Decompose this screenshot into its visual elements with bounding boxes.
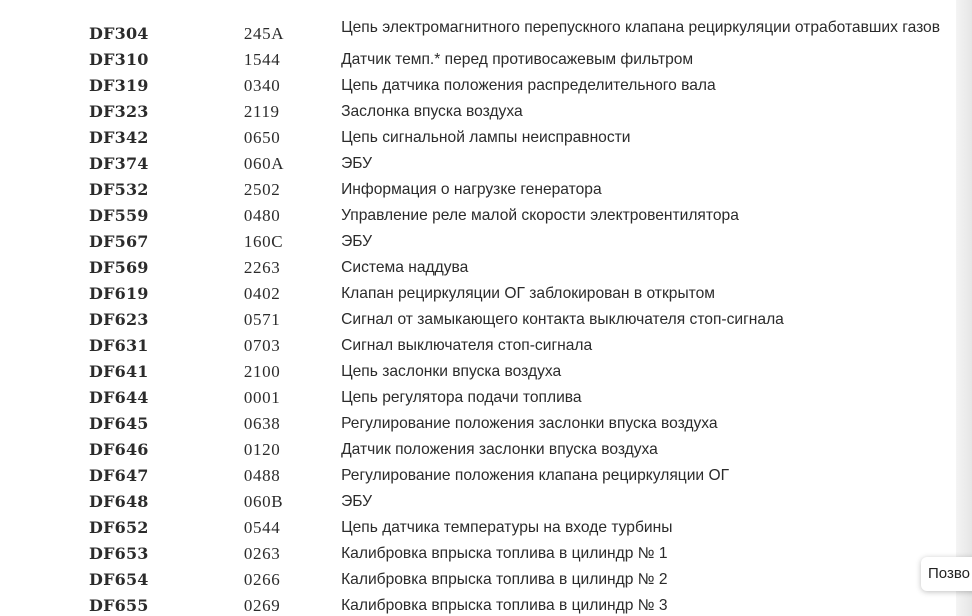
table-row bbox=[0, 541, 940, 567]
code-cell: DF569 bbox=[89, 258, 149, 277]
fault-cell: 0638 bbox=[243, 414, 281, 433]
code-cell: DF310 bbox=[89, 50, 149, 69]
fault-cell: 0402 bbox=[243, 284, 281, 303]
code-cell: DF374 bbox=[89, 154, 149, 173]
fault-cell: 060B bbox=[243, 492, 284, 511]
fault-codes-body bbox=[0, 13, 940, 616]
code-cell: DF532 bbox=[89, 180, 149, 199]
desc-cell: Сигнал выключателя стоп-сигнала bbox=[341, 337, 593, 354]
desc-cell: Датчик положения заслонки впуска воздуха bbox=[341, 441, 658, 458]
fault-cell: 0488 bbox=[243, 466, 281, 485]
table-row bbox=[0, 463, 940, 489]
table-row bbox=[0, 73, 940, 99]
fault-cell: 160C bbox=[243, 232, 284, 251]
fault-cell: 2263 bbox=[243, 258, 281, 277]
fault-cell: 0544 bbox=[243, 518, 281, 537]
fault-cell: 1544 bbox=[243, 50, 281, 69]
code-cell: DF623 bbox=[89, 310, 149, 329]
popup-hint[interactable] bbox=[921, 557, 972, 591]
code-cell: DF559 bbox=[89, 206, 149, 225]
desc-cell: Регулирование положения заслонки впуска воздуха bbox=[341, 415, 718, 432]
table-row bbox=[0, 229, 940, 255]
table-row bbox=[0, 567, 940, 593]
desc-cell: ЭБУ bbox=[341, 155, 373, 172]
table-row bbox=[0, 47, 940, 73]
desc-cell: Калибровка впрыска топлива в цилиндр № 3 bbox=[341, 597, 668, 614]
code-cell: DF652 bbox=[89, 518, 149, 537]
code-cell: DF645 bbox=[89, 414, 149, 433]
desc-cell: Цепь датчика температуры на входе турбины bbox=[341, 519, 673, 536]
desc-cell: Калибровка впрыска топлива в цилиндр № 2 bbox=[341, 571, 668, 588]
code-cell: DF648 bbox=[89, 492, 149, 511]
table-row bbox=[0, 593, 940, 616]
table-row bbox=[0, 99, 940, 125]
table-row bbox=[0, 203, 940, 229]
fault-cell: 0001 bbox=[243, 388, 281, 407]
fault-cell: 2502 bbox=[243, 180, 281, 199]
desc-cell: Регулирование положения клапана рециркуляции ОГ bbox=[341, 467, 730, 484]
table-row bbox=[0, 411, 940, 437]
fault-cell: 0571 bbox=[243, 310, 281, 329]
code-cell: DF653 bbox=[89, 544, 149, 563]
desc-cell: Система наддува bbox=[341, 259, 469, 276]
desc-cell: Клапан рециркуляции ОГ заблокирован в открытом bbox=[341, 285, 716, 302]
code-cell: DF619 bbox=[89, 284, 149, 303]
code-cell: DF304 bbox=[89, 24, 149, 43]
desc-cell: Цепь сигнальной лампы неисправности bbox=[341, 129, 631, 146]
table-row bbox=[0, 255, 940, 281]
fault-cell: 0266 bbox=[243, 570, 281, 589]
code-cell: DF342 bbox=[89, 128, 149, 147]
fault-cell: 060A bbox=[243, 154, 285, 173]
code-cell: DF319 bbox=[89, 76, 149, 95]
table-row bbox=[0, 307, 940, 333]
fault-cell: 0650 bbox=[243, 128, 281, 147]
code-cell: DF654 bbox=[89, 570, 149, 589]
fault-cell: 0263 bbox=[243, 544, 281, 563]
desc-cell: ЭБУ bbox=[341, 233, 373, 250]
desc-cell: Сигнал от замыкающего контакта выключателя стоп-сигнала bbox=[341, 311, 784, 328]
table-row bbox=[0, 125, 940, 151]
table-row bbox=[0, 515, 940, 541]
table-row bbox=[0, 177, 940, 203]
desc-cell: Датчик темп.* перед противосажевым фильтром bbox=[341, 51, 694, 68]
fault-cell: 2119 bbox=[243, 102, 280, 121]
code-cell: DF646 bbox=[89, 440, 149, 459]
desc-cell: Информация о нагрузке генератора bbox=[341, 181, 602, 198]
table-row bbox=[0, 437, 940, 463]
fault-cell: 0120 bbox=[243, 440, 281, 459]
fault-codes-table bbox=[0, 13, 940, 616]
desc-cell: Цепь регулятора подачи топлива bbox=[341, 389, 582, 406]
desc-cell: Управление реле малой скорости электровентилятора bbox=[341, 207, 739, 224]
fault-cell: 0703 bbox=[243, 336, 281, 355]
desc-cell: ЭБУ bbox=[341, 493, 373, 510]
desc-cell: Цепь заслонки впуска воздуха bbox=[341, 363, 562, 380]
desc-cell: Цепь электромагнитного перепускного клапана рециркуляции отработавших газов bbox=[341, 19, 940, 36]
code-cell: DF323 bbox=[89, 102, 149, 121]
code-cell: DF631 bbox=[89, 336, 149, 355]
code-cell: DF647 bbox=[89, 466, 149, 485]
scrollbar-track[interactable] bbox=[956, 0, 972, 616]
table-row bbox=[0, 333, 940, 359]
desc-cell: Калибровка впрыска топлива в цилиндр № 1 bbox=[341, 545, 668, 562]
fault-cell: 2100 bbox=[243, 362, 281, 381]
table-row bbox=[0, 359, 940, 385]
fault-cell: 245A bbox=[243, 24, 285, 43]
code-cell: DF641 bbox=[89, 362, 149, 381]
desc-cell: Цепь датчика положения распределительного вала bbox=[341, 77, 716, 94]
table-row bbox=[0, 151, 940, 177]
fault-cell: 0340 bbox=[243, 76, 281, 95]
popup-hint-text: Позво bbox=[928, 565, 970, 582]
fault-cell: 0269 bbox=[243, 596, 281, 615]
table-row bbox=[0, 281, 940, 307]
code-cell: DF655 bbox=[89, 596, 149, 615]
desc-cell: Заслонка впуска воздуха bbox=[341, 103, 523, 120]
table-row bbox=[0, 385, 940, 411]
table-row bbox=[0, 13, 940, 47]
code-cell: DF644 bbox=[89, 388, 149, 407]
table-row bbox=[0, 489, 940, 515]
fault-cell: 0480 bbox=[243, 206, 281, 225]
code-cell: DF567 bbox=[89, 232, 149, 251]
